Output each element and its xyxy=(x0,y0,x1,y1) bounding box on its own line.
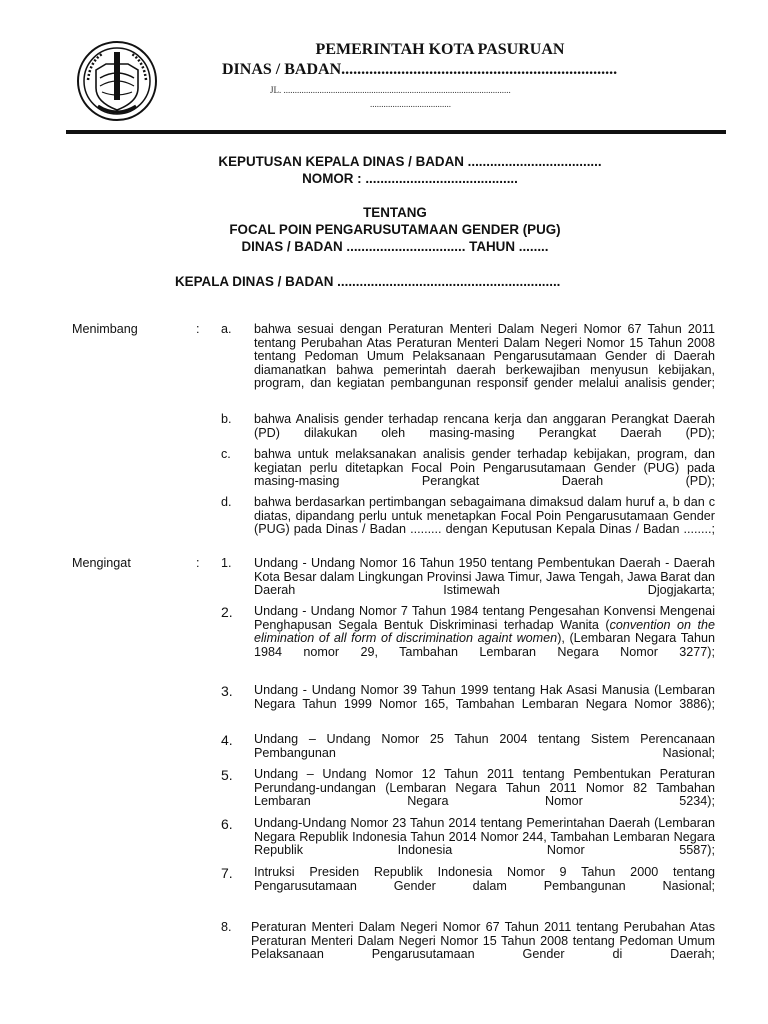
item-marker: b. xyxy=(221,412,232,426)
legal-basis-text: ), (Lembaran Negara Tahun 1984 nomor 29, Tambahan Lembaran Negara Nomor 3277); xyxy=(254,631,716,659)
item-marker: c. xyxy=(221,447,231,461)
city-emblem-logo xyxy=(76,40,158,122)
decree-number: NOMOR : ......................................... xyxy=(302,171,518,186)
item-marker: 3. xyxy=(221,683,233,699)
item-marker: 5. xyxy=(221,767,233,783)
item-marker: 2. xyxy=(221,604,233,620)
legal-basis-item-6: Undang-Undang Nomor 23 Tahun 2014 tentang Pemerintahan Daerah (Lembaran Negara Republik Indonesia Tahun 2014 Nomor 244, Tambahan Lembaran Negara Republik Indonesia Nomor 5587); xyxy=(254,816,715,858)
agency-name: DINAS / BADAN..................................................................... xyxy=(222,61,618,78)
about-heading: TENTANG xyxy=(363,205,427,220)
item-marker: 1. xyxy=(221,556,232,570)
authority-heading: KEPALA DINAS / BADAN ............................................................ xyxy=(175,274,561,289)
item-marker: a. xyxy=(221,322,232,336)
decree-subject-line2: DINAS / BADAN ................................ TAHUN ........ xyxy=(241,239,549,254)
item-marker: d. xyxy=(221,495,232,509)
legal-basis-item-2 xyxy=(254,605,715,673)
convention-title: convention on the elimination of all form of discrimination againt women xyxy=(254,617,715,646)
considering-item-d: bahwa berdasarkan pertimbangan sebagaimana dimaksud dalam huruf a, b dan c diatas, dipandang perlu untuk menetapkan Focal Poin Pengarusutamaan Gender (PUG) pada Dinas / Badan ......... dengan Keputusan Kepala Dinas / Badan ........; xyxy=(254,495,715,537)
letterhead-divider xyxy=(66,130,726,134)
legal-basis-item-8: Peraturan Menteri Dalam Negeri Nomor 67 Tahun 2011 tentang Perubahan Atas Peraturan Menteri Dalam Negeri Nomor 15 Tahun 2008 tentang Pedoman Umum Pelaksanaan Pengarusutamaan Gender di Daerah; xyxy=(251,920,715,962)
section-colon: : xyxy=(196,322,200,336)
considering-item-c: bahwa untuk melaksanakan analisis gender terhadap kebijakan, program, dan kegiatan perlu ditetapkan Focal Poin Pengarusutamaan Gender (PUG) pada masing-masing Perangkat Daerah (PD); xyxy=(254,447,715,489)
street-address-cont: .................................... xyxy=(370,99,451,109)
street-address: JL. ..................................................................................................... xyxy=(270,85,511,95)
section-label-menimbang: Menimbang xyxy=(72,322,138,336)
item-marker: 7. xyxy=(221,865,233,881)
item-marker: 4. xyxy=(221,732,233,748)
legal-basis-item-4: Undang – Undang Nomor 25 Tahun 2004 tentang Sistem Perencanaan Pembangunan Nasional; xyxy=(254,732,715,760)
considering-item-a: bahwa sesuai dengan Peraturan Menteri Dalam Negeri Nomor 67 Tahun 2011 tentang Perubahan Atas Peraturan Menteri Dalam Negeri Nomor 15 Tahun 2008 tentang Pedoman Umum Pelaksanaan Pengarusutamaan Gender di Daerah diamanatkan bahwa pemerintah daerah berkewajiban menyusun kebijakan, program, dan kegiatan pembangunan responsif gender melalui analisis gender; xyxy=(254,322,715,391)
legal-basis-text: Undang - Undang Nomor 7 Tahun 1984 tentang Pengesahan Konvensi Mengenai Penghapusan Segala Bentuk Diskriminasi terhadap Wanita ( xyxy=(254,604,715,632)
item-marker: 8. xyxy=(221,920,232,934)
legal-basis-item-1: Undang - Undang Nomor 16 Tahun 1950 tentang Pembentukan Daerah - Daerah Kota Besar dalam Lingkungan Provinsi Jawa Timur, Jawa Tengah, Jawa Barat dan Daerah Istimewah Djogjakarta; xyxy=(254,556,715,598)
item-marker: 6. xyxy=(221,816,233,832)
section-colon: : xyxy=(196,556,200,570)
legal-basis-item-5: Undang – Undang Nomor 12 Tahun 2011 tentang Pembentukan Peraturan Perundang-undangan (Lembaran Negara Tahun 2011 Nomor 82 Tambahan Lembaran Negara Nomor 5234); xyxy=(254,767,715,809)
section-label-mengingat: Mengingat xyxy=(72,556,131,570)
decree-subject: FOCAL POIN PENGARUSUTAMAAN GENDER (PUG) xyxy=(229,222,561,237)
government-name: PEMERINTAH KOTA PASURUAN xyxy=(315,41,565,58)
legal-basis-item-3: Undang - Undang Nomor 39 Tahun 1999 tentang Hak Asasi Manusia (Lembaran Negara Tahun 1999 Nomor 165, Tambahan Lembaran Negara Nomor 3886); xyxy=(254,683,715,711)
considering-item-b: bahwa Analisis gender terhadap rencana kerja dan anggaran Perangkat Daerah (PD) dilakukan oleh masing-masing Perangkat Daerah (PD); xyxy=(254,412,715,440)
legal-basis-item-7: Intruksi Presiden Republik Indonesia Nomor 9 Tahun 2000 tentang Pengarusutamaan Gender dalam Pembangunan Nasional; xyxy=(254,865,715,893)
decree-title: KEPUTUSAN KEPALA DINAS / BADAN .................................... xyxy=(218,154,602,169)
